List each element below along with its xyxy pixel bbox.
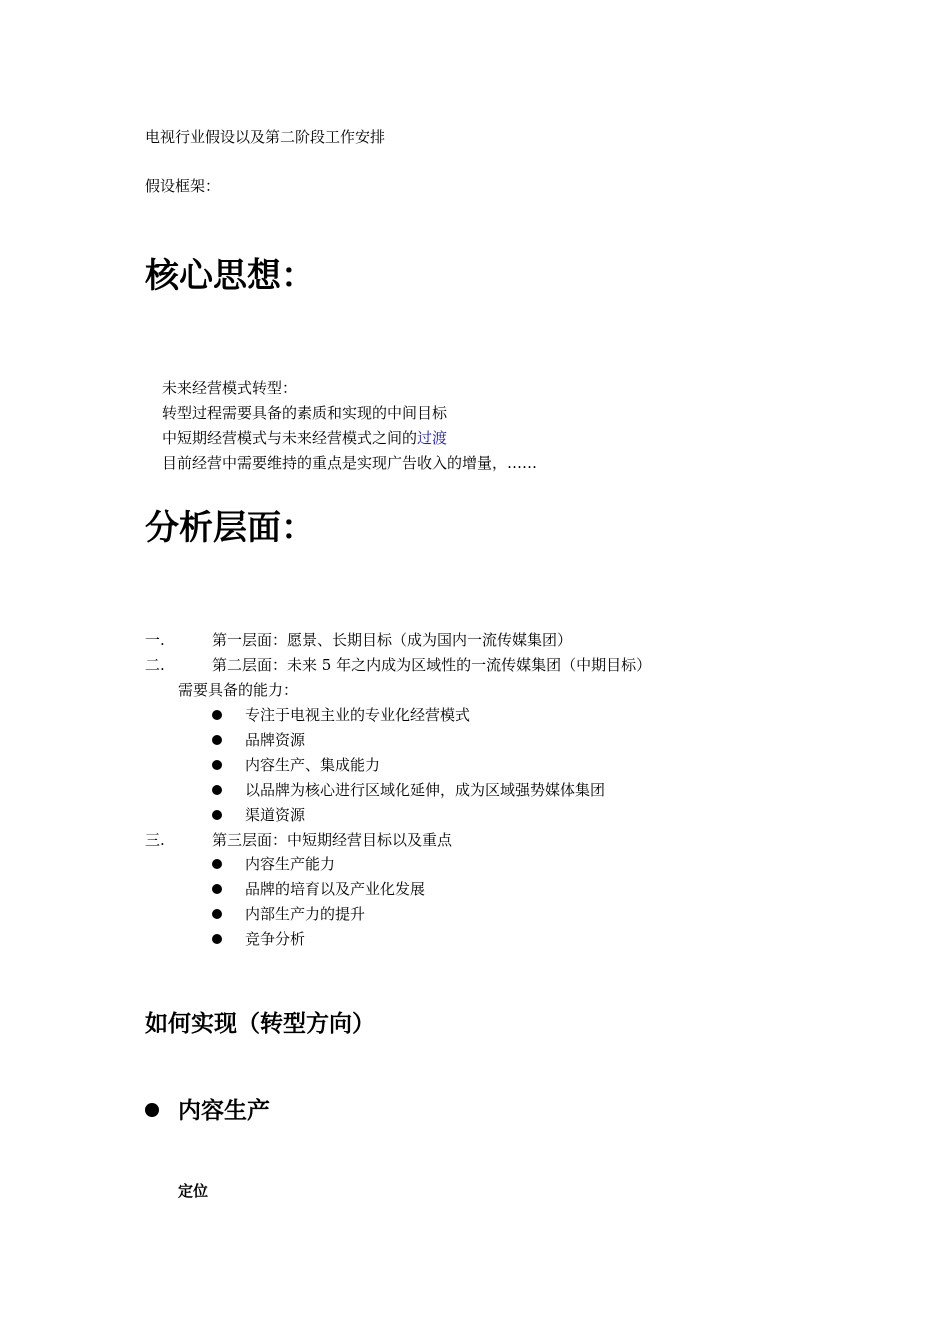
list-item-text: 品牌资源 [245, 731, 306, 749]
level-1-text: 第一层面：愿景、长期目标（成为国内一流传媒集团） [212, 631, 573, 649]
list-item-text: 内容生产能力 [245, 855, 336, 873]
core-line-2: 转型过程需要具备的素质和实现的中间目标 [162, 404, 448, 422]
list-item [212, 929, 306, 949]
list-item-text: 渠道资源 [245, 806, 306, 824]
list-item-text: 专注于电视主业的专业化经营模式 [245, 706, 471, 724]
list-item-text: 品牌的培育以及产业化发展 [245, 880, 426, 898]
level-2-text: 第二层面：未来 5 年之内成为区域性的一流传媒集团（中期目标） [212, 656, 652, 674]
list-item-text: 竞争分析 [245, 930, 306, 948]
core-line-1: 未来经营模式转型： [162, 379, 298, 397]
bullet-icon [212, 785, 222, 795]
section-content-production [145, 1096, 270, 1126]
capability-label: 需要具备的能力： [178, 681, 299, 699]
transition-link[interactable]: 过渡 [417, 429, 448, 447]
list-item [212, 755, 381, 775]
bullet-icon [212, 710, 222, 720]
list-item-text: 以品牌为核心进行区域化延伸，成为区域强势媒体集团 [245, 781, 606, 799]
core-line-4: 目前经营中需要维持的重点是实现广告收入的增量，…… [162, 454, 538, 472]
level-2-marker: 二. [145, 656, 165, 674]
list-item [212, 904, 366, 924]
how-heading: 如何实现（转型方向） [145, 1011, 375, 1037]
bullet-icon [212, 735, 222, 745]
section-title: 内容生产 [178, 1098, 270, 1124]
doc-title: 电视行业假设以及第二阶段工作安排 [145, 128, 386, 146]
list-item [212, 879, 426, 899]
level-3-text: 第三层面：中短期经营目标以及重点 [212, 831, 453, 849]
analysis-heading: 分析层面： [145, 508, 315, 548]
core-line-3-text: 中短期经营模式与未来经营模式之间的 [162, 429, 418, 447]
list-item [212, 805, 306, 825]
bullet-icon [145, 1103, 159, 1117]
bullet-icon [212, 810, 222, 820]
bullet-icon [212, 934, 222, 944]
level-1-marker: 一. [145, 631, 165, 649]
list-item-text: 内部生产力的提升 [245, 905, 366, 923]
bullet-icon [212, 909, 222, 919]
level-3-marker: 三. [145, 831, 165, 849]
framework-label: 假设框架： [145, 177, 221, 195]
subsection-positioning: 定位 [178, 1182, 209, 1200]
bullet-icon [212, 859, 222, 869]
list-item-text: 内容生产、集成能力 [245, 756, 381, 774]
bullet-icon [212, 884, 222, 894]
list-item [212, 780, 606, 800]
list-item [212, 730, 306, 750]
core-heading: 核心思想： [145, 256, 315, 296]
core-line-3 [162, 428, 447, 448]
list-item [212, 854, 336, 874]
bullet-icon [212, 760, 222, 770]
list-item [212, 705, 471, 725]
